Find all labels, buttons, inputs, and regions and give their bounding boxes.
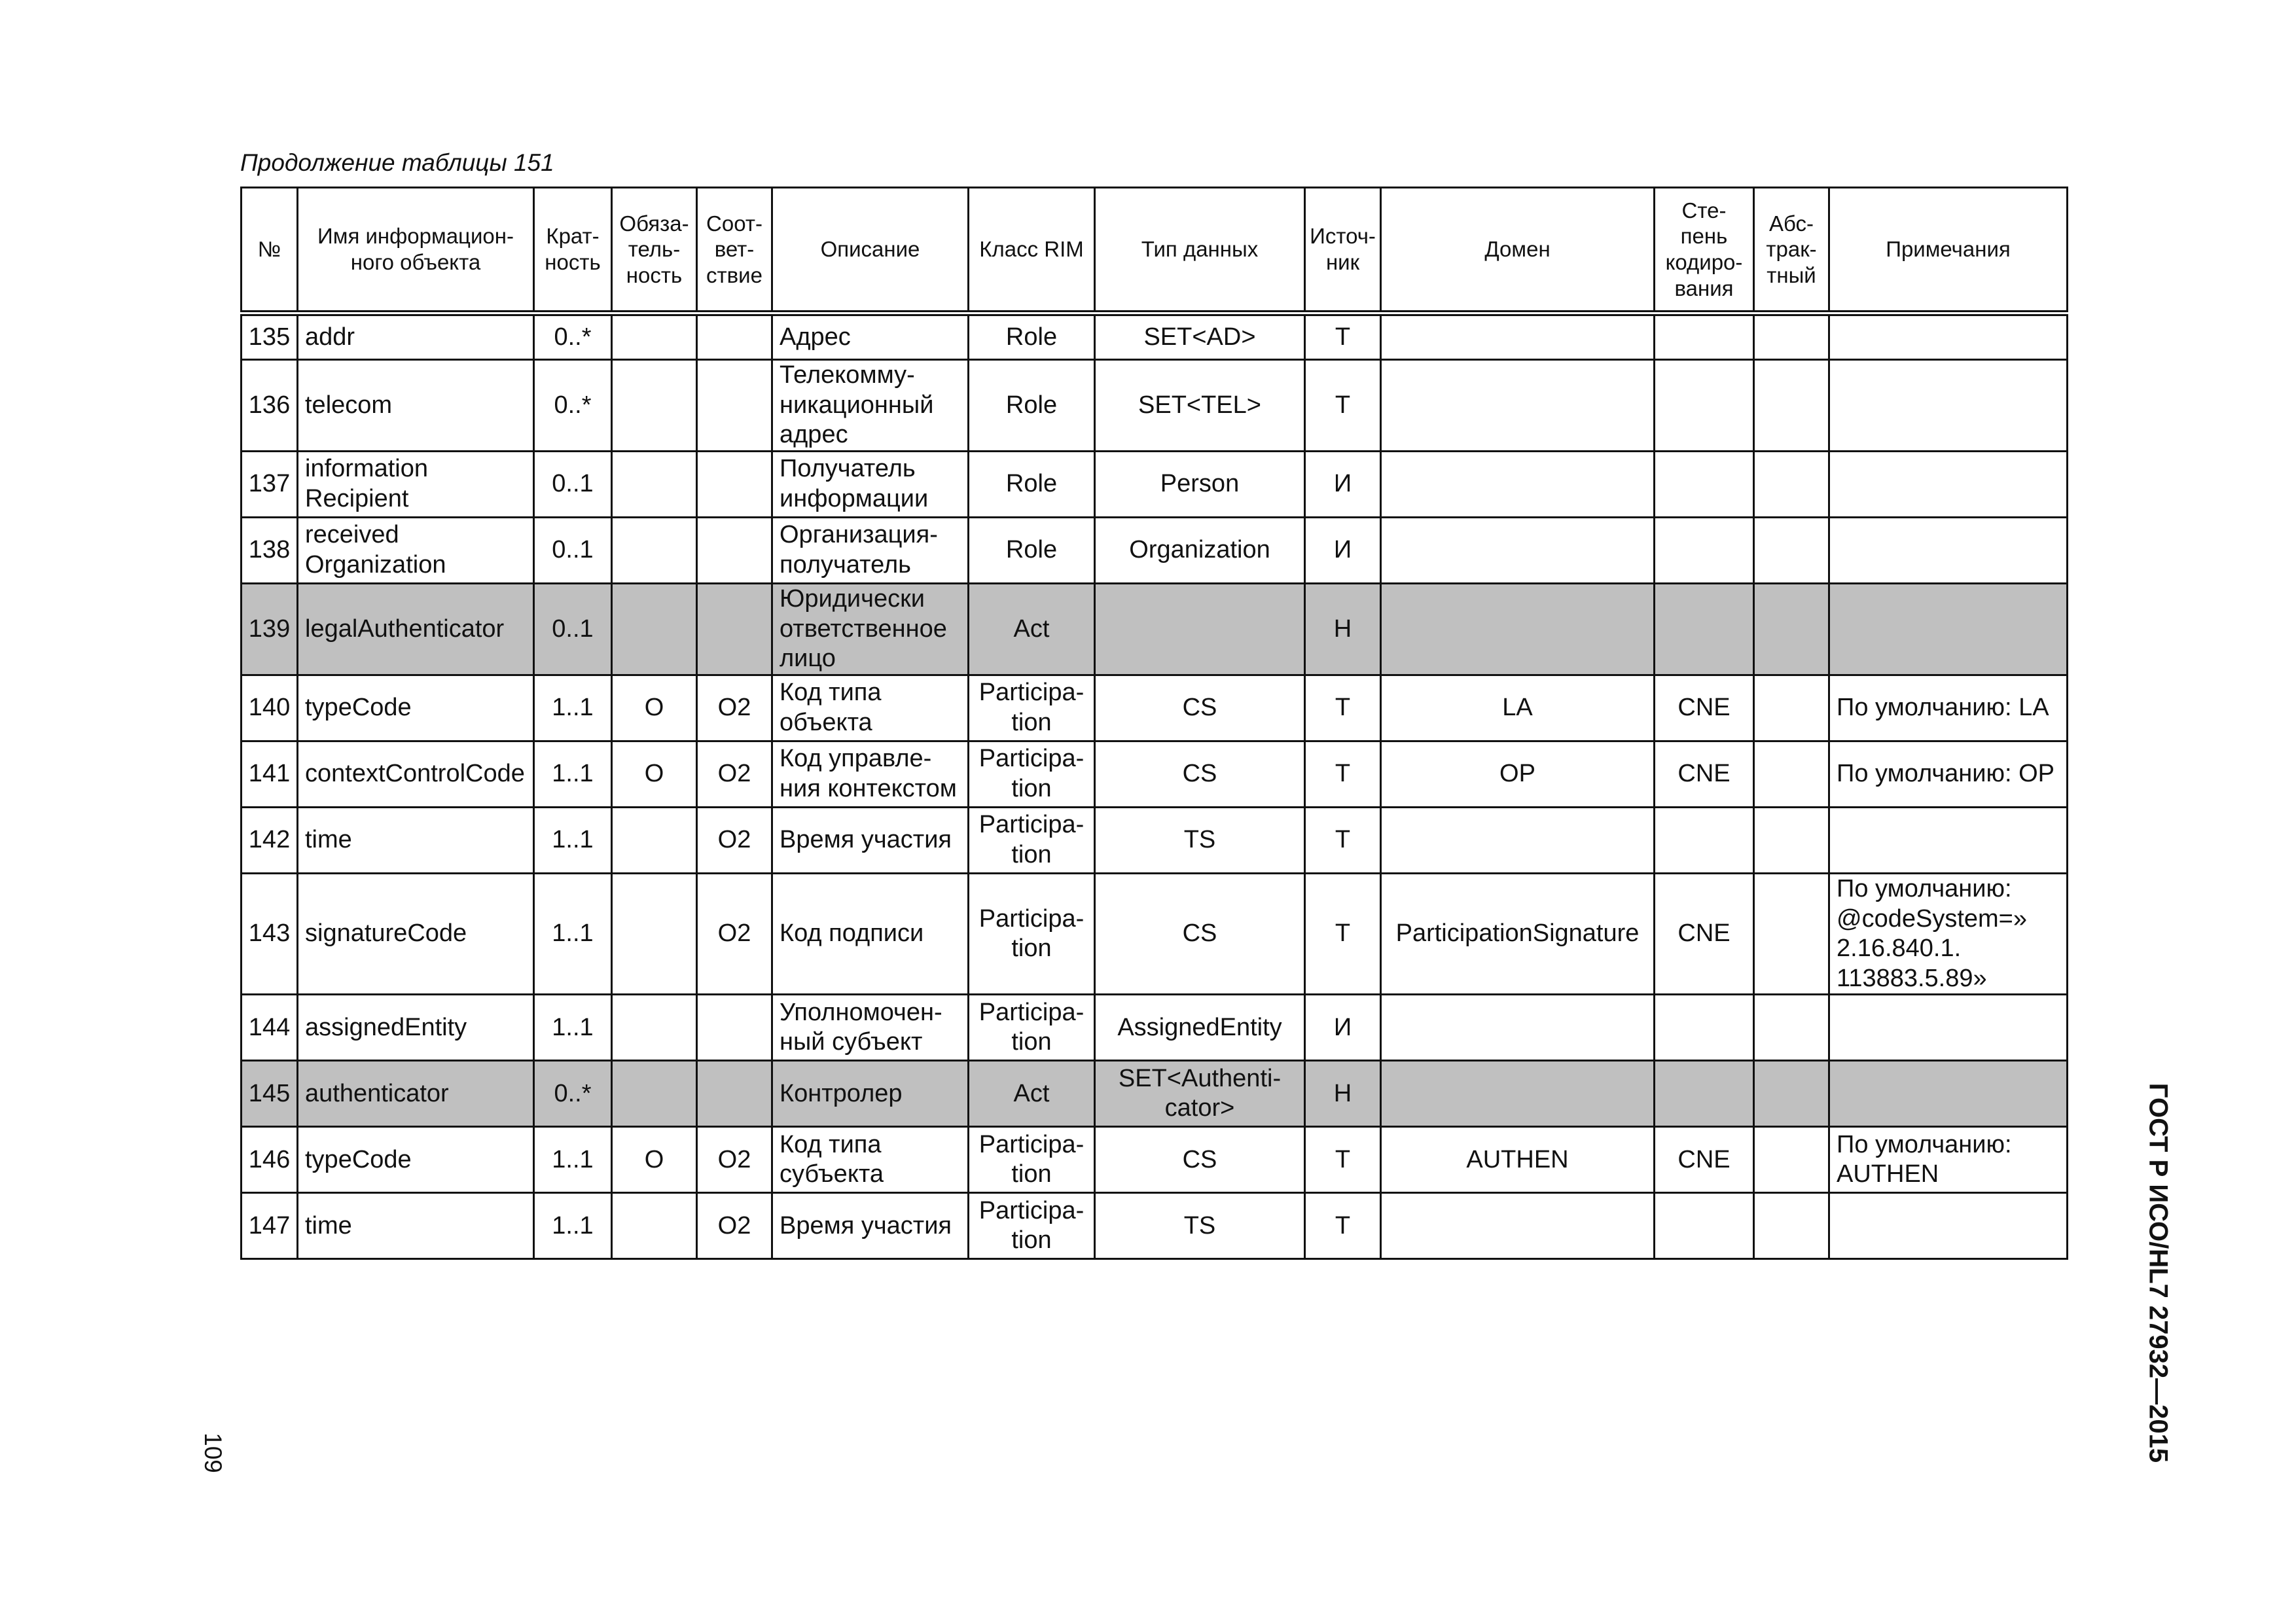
cell-conformance: O2 [697,1127,772,1193]
table-row [242,995,2068,1061]
cell-object-name: telecom [298,360,534,452]
cell-source: И [1305,452,1381,518]
cell-coding-strength: CNE [1655,741,1754,808]
cell-notes: По умолчанию: OP [1829,741,2068,808]
cell-num: 145 [242,1061,298,1127]
cell-mandatory [612,360,697,452]
cell-multiplicity: 0..1 [534,518,612,584]
header-mandatory: Обяза- тель- ность [612,188,697,313]
cell-notes [1829,518,2068,584]
cell-multiplicity: 1..1 [534,741,612,808]
cell-num: 138 [242,518,298,584]
cell-rim-class: Participa- tion [969,1127,1095,1193]
cell-coding-strength: CNE [1655,1127,1754,1193]
cell-notes [1829,313,2068,360]
cell-data-type: SET<TEL> [1095,360,1305,452]
cell-source: Н [1305,584,1381,675]
cell-num: 136 [242,360,298,452]
cell-source: И [1305,518,1381,584]
header-description: Описание [772,188,969,313]
cell-description: Время участия [772,808,969,874]
cell-object-name: authenticator [298,1061,534,1127]
cell-domain [1381,1061,1655,1127]
header-source: Источ- ник [1305,188,1381,313]
cell-abstract [1754,584,1829,675]
cell-num: 146 [242,1127,298,1193]
cell-mandatory [612,874,697,995]
cell-notes [1829,1061,2068,1127]
cell-source: T [1305,874,1381,995]
cell-conformance [697,452,772,518]
cell-mandatory [612,313,697,360]
cell-data-type: TS [1095,1193,1305,1259]
cell-multiplicity: 1..1 [534,1127,612,1193]
cell-domain [1381,313,1655,360]
cell-abstract [1754,452,1829,518]
cell-abstract [1754,1127,1829,1193]
cell-notes [1829,1193,2068,1259]
cell-data-type: SET<AD> [1095,313,1305,360]
cell-object-name: contextControlCode [298,741,534,808]
cell-description: Юридически ответственное лицо [772,584,969,675]
header-conformance: Соот- вет- ствие [697,188,772,313]
cell-num: 140 [242,675,298,741]
cell-multiplicity: 1..1 [534,995,612,1061]
cell-domain [1381,518,1655,584]
cell-source: И [1305,995,1381,1061]
cell-rim-class: Participa- tion [969,675,1095,741]
cell-data-type: SET<Authenti- cator> [1095,1061,1305,1127]
cell-domain: OP [1381,741,1655,808]
cell-object-name: received Organization [298,518,534,584]
table-row [242,313,2068,360]
cell-num: 142 [242,808,298,874]
cell-multiplicity: 1..1 [534,1193,612,1259]
cell-abstract [1754,995,1829,1061]
cell-num: 135 [242,313,298,360]
cell-domain: LA [1381,675,1655,741]
cell-conformance [697,995,772,1061]
cell-source: T [1305,1127,1381,1193]
cell-data-type: Person [1095,452,1305,518]
cell-abstract [1754,808,1829,874]
cell-coding-strength [1655,452,1754,518]
cell-conformance [697,313,772,360]
cell-coding-strength: CNE [1655,874,1754,995]
cell-multiplicity: 0..* [534,360,612,452]
cell-object-name: addr [298,313,534,360]
header-multiplicity: Крат- ность [534,188,612,313]
cell-conformance [697,1061,772,1127]
cell-conformance: O2 [697,675,772,741]
cell-mandatory [612,518,697,584]
cell-notes: По умолчанию: @codeSystem=» 2.16.840.1. 113883.5.89» [1829,874,2068,995]
cell-conformance: O2 [697,741,772,808]
cell-rim-class: Participa- tion [969,995,1095,1061]
cell-mandatory [612,452,697,518]
cell-description: Получатель информации [772,452,969,518]
cell-abstract [1754,518,1829,584]
cell-notes [1829,808,2068,874]
cell-multiplicity: 0..* [534,1061,612,1127]
cell-source: T [1305,360,1381,452]
cell-conformance: O2 [697,808,772,874]
cell-multiplicity: 0..1 [534,584,612,675]
cell-abstract [1754,313,1829,360]
table-row [242,1193,2068,1259]
cell-object-name: time [298,808,534,874]
page-number-container [196,1427,229,1479]
cell-multiplicity: 1..1 [534,808,612,874]
cell-abstract [1754,360,1829,452]
cell-domain [1381,584,1655,675]
cell-notes: По умолчанию: AUTHEN [1829,1127,2068,1193]
cell-rim-class: Act [969,1061,1095,1127]
cell-data-type: AssignedEntity [1095,995,1305,1061]
cell-description: Адрес [772,313,969,360]
running-head-container [2142,1073,2174,1472]
cell-coding-strength [1655,808,1754,874]
cell-abstract [1754,741,1829,808]
cell-conformance [697,518,772,584]
cell-data-type: CS [1095,675,1305,741]
table-row [242,874,2068,995]
cell-object-name: information Recipient [298,452,534,518]
cell-mandatory [612,995,697,1061]
header-row [242,188,2068,313]
data-table [240,187,2068,1260]
cell-mandatory [612,1061,697,1127]
cell-source: T [1305,313,1381,360]
cell-conformance: O2 [697,874,772,995]
header-object-name: Имя информацион- ного объекта [298,188,534,313]
header-coding-strength: Сте- пень кодиро- вания [1655,188,1754,313]
page-number: 109 [200,1433,226,1473]
cell-notes [1829,995,2068,1061]
cell-data-type: Organization [1095,518,1305,584]
cell-rim-class: Role [969,518,1095,584]
header-abstract: Абс- трак- тный [1754,188,1829,313]
table-row [242,360,2068,452]
cell-data-type [1095,584,1305,675]
cell-multiplicity: 1..1 [534,874,612,995]
cell-mandatory [612,1193,697,1259]
header-notes: Примечания [1829,188,2068,313]
cell-mandatory: O [612,675,697,741]
cell-domain: ParticipationSignature [1381,874,1655,995]
cell-abstract [1754,675,1829,741]
cell-multiplicity: 1..1 [534,675,612,741]
cell-rim-class: Participa- tion [969,874,1095,995]
cell-domain [1381,1193,1655,1259]
cell-source: Н [1305,1061,1381,1127]
cell-num: 144 [242,995,298,1061]
cell-data-type: TS [1095,808,1305,874]
cell-notes [1829,360,2068,452]
cell-object-name: typeCode [298,675,534,741]
cell-conformance [697,584,772,675]
cell-description: Код типа субъекта [772,1127,969,1193]
cell-rim-class: Role [969,313,1095,360]
cell-abstract [1754,874,1829,995]
cell-abstract [1754,1193,1829,1259]
cell-domain [1381,808,1655,874]
cell-mandatory: O [612,741,697,808]
cell-notes: По умолчанию: LA [1829,675,2068,741]
cell-coding-strength [1655,360,1754,452]
cell-notes [1829,452,2068,518]
cell-coding-strength: CNE [1655,675,1754,741]
cell-coding-strength [1655,1193,1754,1259]
cell-source: T [1305,741,1381,808]
cell-description: Код подписи [772,874,969,995]
cell-domain [1381,360,1655,452]
cell-rim-class: Participa- tion [969,1193,1095,1259]
cell-object-name: time [298,1193,534,1259]
header-domain: Домен [1381,188,1655,313]
cell-domain [1381,995,1655,1061]
cell-mandatory: O [612,1127,697,1193]
cell-rim-class: Participa- tion [969,741,1095,808]
table-row [242,584,2068,675]
cell-description: Уполномочен- ный субъект [772,995,969,1061]
table-caption: Продолжение таблицы 151 [240,149,554,176]
cell-object-name: legalAuthenticator [298,584,534,675]
table-row [242,1127,2068,1193]
cell-source: T [1305,808,1381,874]
table-row [242,452,2068,518]
cell-data-type: CS [1095,1127,1305,1193]
table-row [242,518,2068,584]
cell-description: Код типа объекта [772,675,969,741]
table-row [242,675,2068,741]
cell-coding-strength [1655,518,1754,584]
cell-description: Контролер [772,1061,969,1127]
cell-object-name: signatureCode [298,874,534,995]
cell-multiplicity: 0..* [534,313,612,360]
cell-conformance [697,360,772,452]
cell-coding-strength [1655,995,1754,1061]
cell-domain: AUTHEN [1381,1127,1655,1193]
cell-source: T [1305,1193,1381,1259]
cell-description: Время участия [772,1193,969,1259]
cell-object-name: assignedEntity [298,995,534,1061]
cell-num: 137 [242,452,298,518]
cell-abstract [1754,1061,1829,1127]
cell-rim-class: Participa- tion [969,808,1095,874]
header-rim-class: Класс RIM [969,188,1095,313]
cell-object-name: typeCode [298,1127,534,1193]
cell-multiplicity: 0..1 [534,452,612,518]
cell-description: Код управле- ния контекстом [772,741,969,808]
table-row [242,741,2068,808]
cell-data-type: CS [1095,874,1305,995]
cell-mandatory [612,808,697,874]
cell-num: 141 [242,741,298,808]
cell-domain [1381,452,1655,518]
cell-num: 139 [242,584,298,675]
cell-coding-strength [1655,313,1754,360]
table-row [242,808,2068,874]
cell-data-type: CS [1095,741,1305,808]
running-head: ГОСТ Р ИСО/HL7 27932—2015 [2144,1082,2173,1463]
cell-rim-class: Act [969,584,1095,675]
cell-notes [1829,584,2068,675]
cell-coding-strength [1655,584,1754,675]
cell-conformance: O2 [697,1193,772,1259]
header-data-type: Тип данных [1095,188,1305,313]
cell-num: 147 [242,1193,298,1259]
cell-rim-class: Role [969,360,1095,452]
header-num: № [242,188,298,313]
table-row [242,1061,2068,1127]
cell-coding-strength [1655,1061,1754,1127]
cell-description: Организация- получатель [772,518,969,584]
cell-rim-class: Role [969,452,1095,518]
cell-description: Телекомму- никационный адрес [772,360,969,452]
cell-mandatory [612,584,697,675]
cell-num: 143 [242,874,298,995]
cell-source: T [1305,675,1381,741]
